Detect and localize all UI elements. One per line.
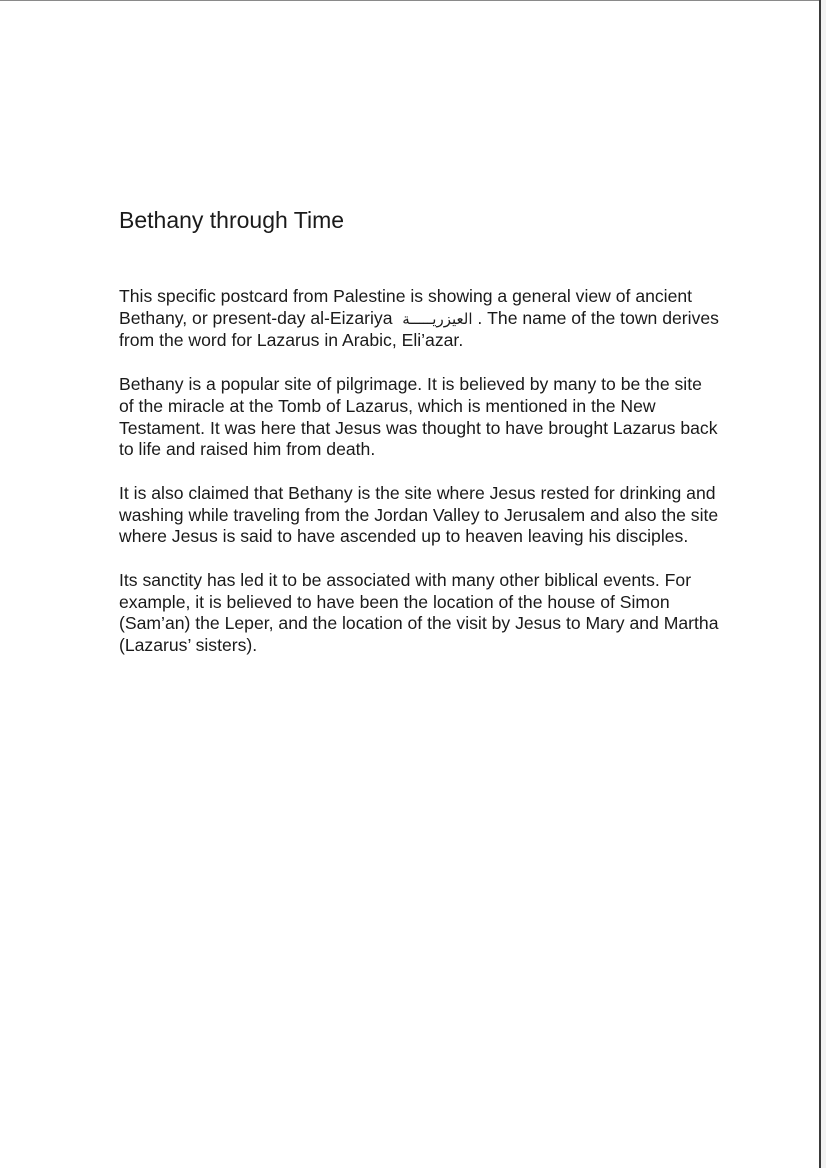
intro-text-start: This specific postcard from Palestine is showing a general view of ancient Bethany, or present-day al-Eizariya	[119, 286, 693, 328]
page-right-edge	[819, 0, 821, 1168]
document-body	[119, 205, 719, 657]
arabic-town-name: العيزريـــــة	[402, 309, 473, 328]
document-title: Bethany through Time	[119, 207, 345, 233]
paragraph-jesus-rest: It is also claimed that Bethany is the site where Jesus rested for drinking and washing while traveling from the Jordan Valley to Jerusalem and also the site where Jesus is said to have ascended up to heaven leaving his disciples.	[119, 482, 719, 547]
paragraph-intro	[119, 286, 719, 352]
intro-text-end: . The name of the town derives from the word for Lazarus in Arabic, Eli’azar.	[119, 307, 719, 351]
scan-margin	[821, 0, 826, 1168]
page-top-edge	[0, 0, 826, 1]
paragraph-sanctity: Its sanctity has led it to be associated with many other biblical events. For example, it is believed to have been the location of the house of Simon (Sam’an) the Leper, and the location of the visit by Jesus to Mary and Martha (Lazarus’ sisters).	[119, 570, 719, 656]
paragraph-pilgrimage: Bethany is a popular site of pilgrimage. It is believed by many to be the site of the miracle at the Tomb of Lazarus, which is mentioned in the New Testament. It was here that Jesus was thought to have brought Lazarus back to life and raised him from death.	[119, 374, 718, 460]
